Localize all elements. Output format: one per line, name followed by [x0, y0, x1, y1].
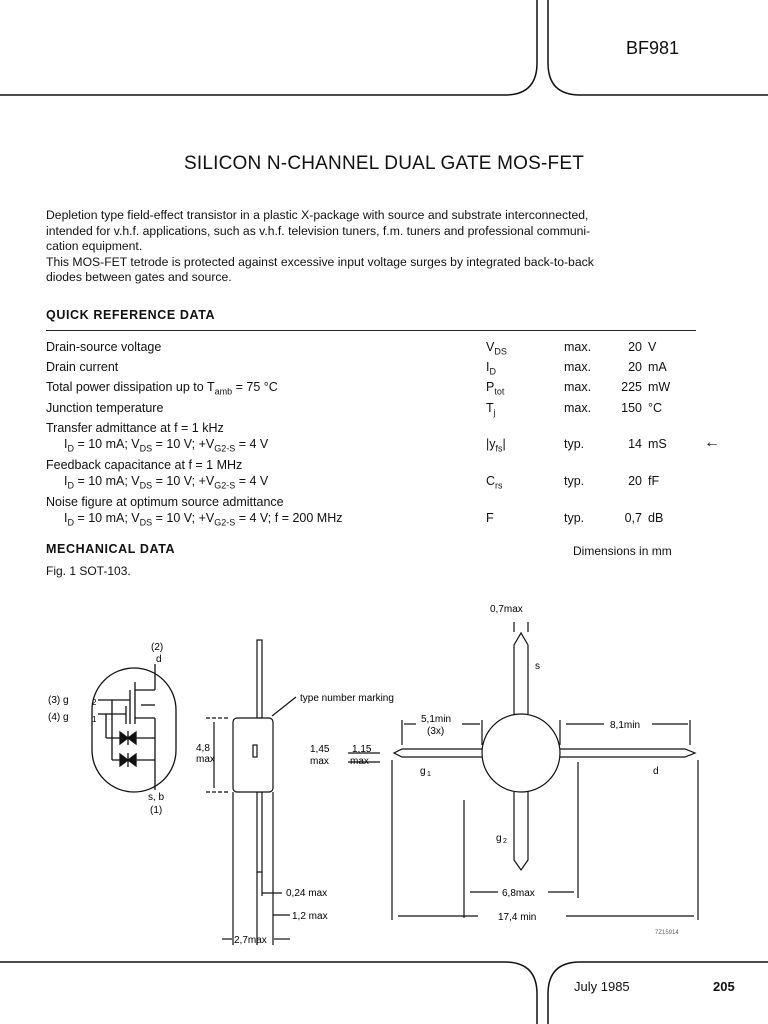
mechanical-heading: MECHANICAL DATA — [46, 542, 176, 556]
svg-text:1,15: 1,15 — [352, 744, 372, 755]
table-row: $I_D = 10$ mA; $V_{DS} = 10$ V; $+V_{G2-S} = 4$ V $C_{rs}$ typ. 20 fF — [64, 474, 660, 491]
table-row: $I_D = 10$ mA; $V_{DS} = 10$ V; $+V_{G2-S} = 4$ V $|y_{fs}|$ typ. 14 mS ← — [64, 434, 720, 454]
svg-text:1: 1 — [92, 715, 97, 724]
table-row: Noise figure at optimum source admittance — [46, 495, 284, 509]
table-row: Transfer admittance at f = 1 kHz — [46, 421, 224, 435]
svg-text:7Z15914: 7Z15914 — [655, 930, 679, 936]
svg-text:1,2 max: 1,2 max — [292, 911, 328, 922]
marker-arrow-icon: ← — [704, 434, 720, 451]
figure-caption: Fig. 1 SOT-103. — [46, 564, 131, 578]
table-row: Total power dissipation up to $T_{amb} = 75$ °C $P_{tot}$ max. 225 mW — [46, 380, 671, 397]
quick-ref-heading: QUICK REFERENCE DATA — [46, 308, 216, 322]
table-row: Feedback capacitance at f = 1 MHz — [46, 458, 243, 472]
table-row: Drain-source voltage $V_{DS}$ max. 20 V — [46, 340, 657, 357]
top-view — [348, 622, 698, 920]
svg-text:2: 2 — [503, 838, 507, 845]
side-view — [206, 640, 296, 945]
table-row: $I_D = 10$ mA; $V_{DS} = 10$ V; $+V_{G2-S} = 4$ V; f = 200 MHz F typ. 0,7 dB — [64, 511, 664, 528]
table-row: Drain current $I_D$ max. 20 mA — [46, 360, 667, 377]
svg-text:8,1min: 8,1min — [610, 720, 641, 731]
pin-label: d — [156, 654, 162, 665]
part-number: BF981 — [626, 38, 680, 58]
svg-text:s: s — [535, 661, 540, 672]
svg-text:(3x): (3x) — [427, 726, 445, 737]
svg-text:0,7max: 0,7max — [490, 604, 523, 615]
svg-text:2,7max: 2,7max — [234, 935, 267, 946]
table-row: Junction temperature $T_j$ max. 150 °C — [46, 401, 663, 418]
svg-text:5,1min: 5,1min — [421, 714, 452, 725]
footer-date: July 1985 — [574, 979, 630, 994]
svg-text:6,8max: 6,8max — [502, 888, 535, 899]
intro-paragraph: Depletion type field-effect transistor in a plastic X-package with source and substrate interconnected, intended for v.h.f. applications, such as v.h.f. television tuners, f.m. tuners and professional communi- cation equipment. This MOS-FET tetrode is protected against excessive input voltage surges by integrated back-to-back diodes between gates and source. — [46, 208, 594, 284]
pin-label: (4) g — [48, 712, 69, 723]
pin-label: s, b — [148, 792, 165, 803]
svg-text:g: g — [496, 833, 502, 844]
package-drawing — [0, 590, 768, 960]
svg-text:1,45: 1,45 — [310, 744, 330, 755]
marking-label: type number marking — [300, 693, 394, 704]
svg-text:max: max — [310, 756, 329, 767]
svg-text:max: max — [196, 754, 215, 765]
svg-text:1: 1 — [427, 771, 431, 778]
pin-label: (2) — [151, 642, 164, 653]
page-title: SILICON N-CHANNEL DUAL GATE MOS-FET — [183, 153, 585, 174]
dimensions-note: Dimensions in mm — [573, 544, 672, 558]
pin-label: (3) g — [48, 695, 69, 706]
transistor-symbol — [92, 664, 176, 792]
svg-text:d: d — [653, 766, 659, 777]
svg-text:g: g — [420, 766, 426, 777]
divider — [46, 330, 696, 331]
svg-text:2: 2 — [92, 698, 97, 707]
svg-text:17,4 min: 17,4 min — [498, 912, 537, 923]
svg-text:4,8: 4,8 — [196, 743, 210, 754]
pin-label: (1) — [150, 805, 163, 816]
svg-text:0,24 max: 0,24 max — [286, 888, 328, 899]
page-number: 205 — [713, 979, 735, 994]
svg-text:max: max — [350, 756, 369, 767]
